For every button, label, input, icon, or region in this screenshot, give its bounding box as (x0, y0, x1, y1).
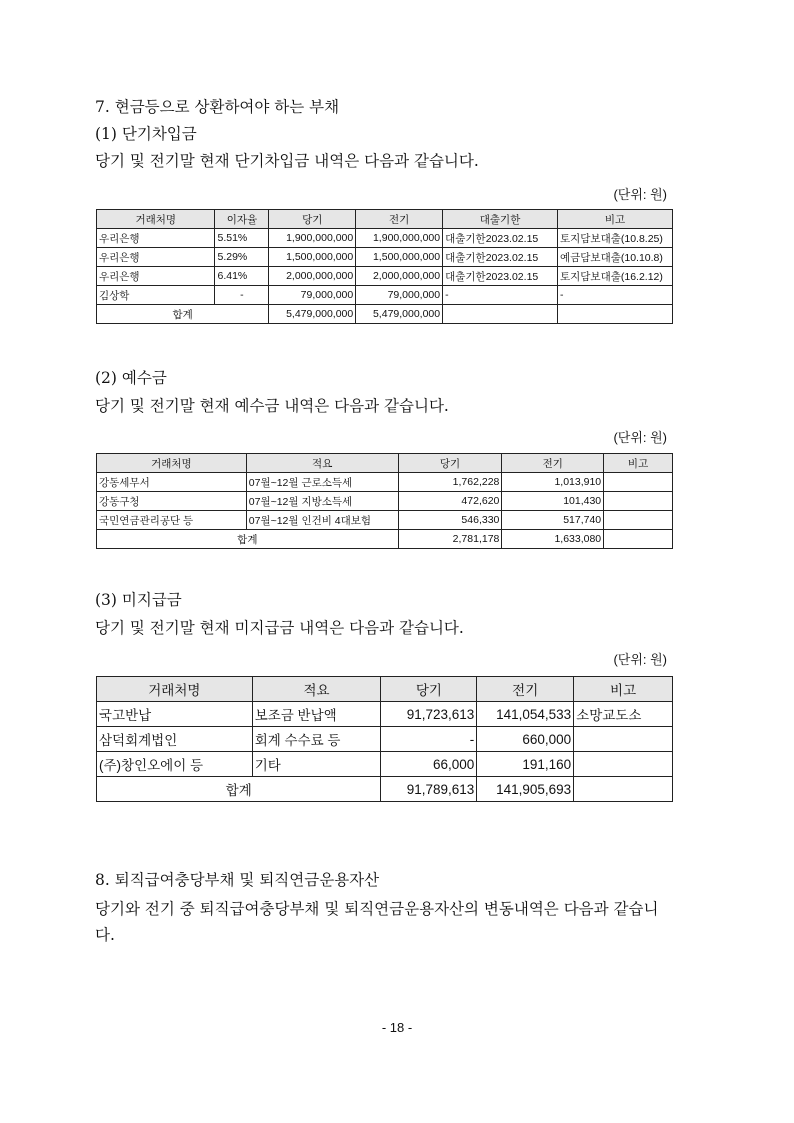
col-header: 당기 (269, 210, 356, 229)
col-header: 거래처명 (97, 454, 247, 473)
cell: 5.29% (215, 248, 269, 267)
cell: 국고반납 (97, 702, 253, 727)
cell: 토지담보대출(16.2.12) (558, 267, 673, 286)
table-total-row (97, 305, 673, 324)
col-header: 당기 (398, 454, 502, 473)
cell: (주)창인오에이 등 (97, 752, 253, 777)
cell: 79,000,000 (356, 286, 443, 305)
unit-label-3: (단위: 원) (613, 652, 667, 667)
subsection-3-title: (3) 미지급금 (95, 591, 182, 609)
unit-label-2: (단위: 원) (613, 430, 667, 445)
section-8-title: 8. 퇴직급여충당부채 및 퇴직연금운용자산 (95, 871, 380, 889)
cell: 1,900,000,000 (356, 229, 443, 248)
col-header: 비고 (574, 677, 673, 702)
cell: 대출기한2023.02.15 (443, 229, 558, 248)
col-header: 적요 (246, 454, 398, 473)
cell: 1,762,228 (398, 473, 502, 492)
cell (558, 305, 673, 324)
cell: 07월~12월 근로소득세 (246, 473, 398, 492)
withholdings-table (96, 453, 673, 549)
cell (604, 511, 673, 530)
cell: 2,000,000,000 (269, 267, 356, 286)
subsection-3-desc: 당기 및 전기말 현재 미지급금 내역은 다음과 같습니다. (95, 619, 464, 637)
cell: 141,054,533 (477, 702, 574, 727)
cell: 우리은행 (97, 267, 215, 286)
short-term-borrowings-table (96, 209, 673, 324)
table-row (97, 248, 673, 267)
cell: 79,000,000 (269, 286, 356, 305)
unit-label-1: (단위: 원) (613, 187, 667, 202)
cell: 1,500,000,000 (356, 248, 443, 267)
cell: 토지담보대출(10.8.25) (558, 229, 673, 248)
table-row (97, 511, 673, 530)
cell: 우리은행 (97, 248, 215, 267)
cell: 91,723,613 (381, 702, 477, 727)
col-header: 이자율 (215, 210, 269, 229)
cell: 국민연금관리공단 등 (97, 511, 247, 530)
cell: 우리은행 (97, 229, 215, 248)
cell: 강동세무서 (97, 473, 247, 492)
section-8-desc: 당기와 전기 중 퇴직급여충당부채 및 퇴직연금운용자산의 변동내역은 다음과 같습니다. (95, 900, 659, 944)
col-header: 전기 (477, 677, 574, 702)
cell: - (558, 286, 673, 305)
table-row (97, 473, 673, 492)
cell: 대출기한2023.02.15 (443, 248, 558, 267)
total-prior: 1,633,080 (502, 530, 604, 549)
table-row (97, 492, 673, 511)
cell (443, 305, 558, 324)
total-label: 합계 (97, 530, 399, 549)
total-label: 합계 (97, 305, 269, 324)
table-total-row (97, 777, 673, 802)
cell: 1,900,000,000 (269, 229, 356, 248)
col-header: 적요 (252, 677, 381, 702)
col-header: 당기 (381, 677, 477, 702)
cell: 546,330 (398, 511, 502, 530)
subsection-2-title: (2) 예수금 (95, 369, 167, 387)
table-header-row (97, 210, 673, 229)
cell: 191,160 (477, 752, 574, 777)
col-header: 비고 (558, 210, 673, 229)
cell: 예금담보대출(10.10.8) (558, 248, 673, 267)
total-current: 2,781,178 (398, 530, 502, 549)
table-row (97, 702, 673, 727)
cell: 소망교도소 (574, 702, 673, 727)
cell: 5.51% (215, 229, 269, 248)
table-total-row (97, 530, 673, 549)
cell: 회계 수수료 등 (252, 727, 381, 752)
col-header: 대출기한 (443, 210, 558, 229)
cell (604, 473, 673, 492)
cell: 기타 (252, 752, 381, 777)
section-7-title: 7. 현금등으로 상환하여야 하는 부채 (95, 98, 340, 116)
table-row (97, 286, 673, 305)
cell: 660,000 (477, 727, 574, 752)
cell: 강동구청 (97, 492, 247, 511)
total-prior: 141,905,693 (477, 777, 574, 802)
col-header: 거래처명 (97, 677, 253, 702)
table-header-row (97, 454, 673, 473)
cell: 66,000 (381, 752, 477, 777)
cell: 07월~12월 지방소득세 (246, 492, 398, 511)
cell: 김상학 (97, 286, 215, 305)
cell (574, 752, 673, 777)
accounts-payable-table (96, 676, 673, 802)
table-row (97, 727, 673, 752)
cell: 삼덕회계법인 (97, 727, 253, 752)
col-header: 비고 (604, 454, 673, 473)
cell: 보조금 반납액 (252, 702, 381, 727)
col-header: 전기 (502, 454, 604, 473)
cell: - (381, 727, 477, 752)
total-current: 91,789,613 (381, 777, 477, 802)
cell: 대출기한2023.02.15 (443, 267, 558, 286)
cell (604, 492, 673, 511)
page-number: - 18 - (381, 1020, 413, 1035)
cell: - (215, 286, 269, 305)
cell: 472,620 (398, 492, 502, 511)
cell: 1,500,000,000 (269, 248, 356, 267)
cell: 07월~12월 인건비 4대보험 (246, 511, 398, 530)
subsection-1-desc: 당기 및 전기말 현재 단기차입금 내역은 다음과 같습니다. (95, 152, 479, 170)
cell: 517,740 (502, 511, 604, 530)
table-row (97, 752, 673, 777)
subsection-1-title: (1) 단기차입금 (95, 125, 197, 143)
cell (574, 777, 673, 802)
col-header: 거래처명 (97, 210, 215, 229)
cell: - (443, 286, 558, 305)
table-header-row (97, 677, 673, 702)
cell: 2,000,000,000 (356, 267, 443, 286)
col-header: 전기 (356, 210, 443, 229)
total-label: 합계 (97, 777, 381, 802)
total-prior: 5,479,000,000 (356, 305, 443, 324)
subsection-2-desc: 당기 및 전기말 현재 예수금 내역은 다음과 같습니다. (95, 397, 449, 415)
cell (574, 727, 673, 752)
cell: 101,430 (502, 492, 604, 511)
cell: 1,013,910 (502, 473, 604, 492)
table-row (97, 267, 673, 286)
table-row (97, 229, 673, 248)
cell: 6.41% (215, 267, 269, 286)
cell (604, 530, 673, 549)
total-current: 5,479,000,000 (269, 305, 356, 324)
